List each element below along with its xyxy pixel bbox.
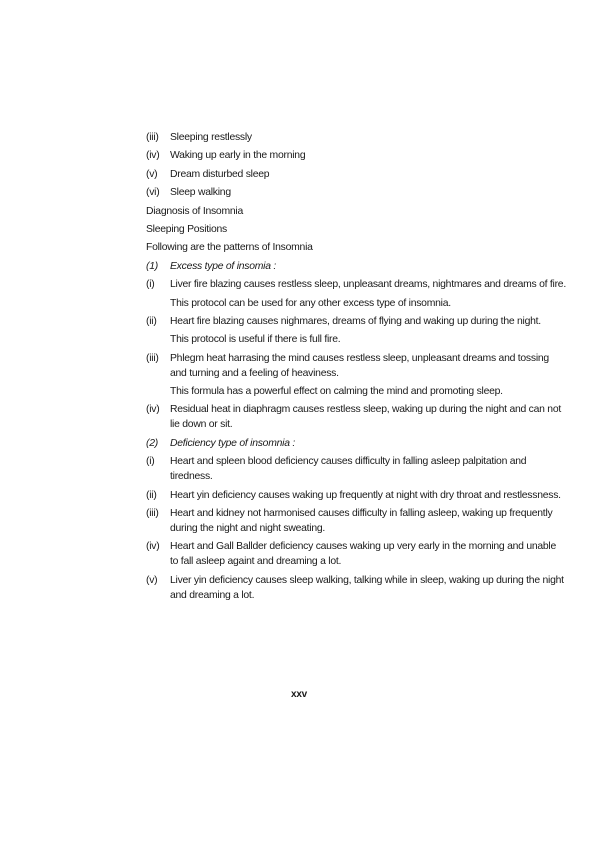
section-title: Excess type of insomia :	[170, 260, 277, 272]
section-number: (2)	[146, 437, 158, 449]
page-number: xxv	[290, 689, 308, 700]
list-item	[146, 148, 566, 163]
list-text: Waking up early in the morning	[170, 150, 306, 162]
list-number: (ii)	[146, 489, 157, 501]
list-text: Sleeping restlessly	[170, 132, 252, 143]
list-item	[146, 185, 566, 200]
list-item	[146, 167, 566, 182]
list-text: Heart and spleen blood deficiency causes difficulty in falling asleep palpitation and tiredness.	[170, 456, 527, 483]
list-text: Liver fire blazing causes restless sleep, unpleasant dreams, nightmares and dreams of fire.	[170, 279, 566, 291]
section-number: (1)	[146, 260, 158, 272]
list-number: (v)	[146, 168, 158, 180]
list-text: Residual heat in diaphragm causes restless sleep, waking up during the night and can not lie down or sit.	[170, 404, 561, 431]
page-body	[146, 130, 566, 606]
list-text: Heart and Gall Ballder deficiency causes waking up very early in the morning and unable to fall asleep againt and dreaming a lot.	[170, 541, 557, 568]
list-text: Heart yin deficiency causes waking up frequently at night with dry throat and restlessness.	[170, 489, 561, 501]
heading-diagnosis: Diagnosis of Insomnia	[146, 205, 243, 217]
list-item	[146, 539, 566, 569]
heading-patterns: Following are the patterns of Insomnia	[146, 242, 313, 254]
section-title: Deficiency type of insomnia :	[170, 437, 296, 449]
list-number: (iii)	[146, 508, 159, 520]
list-item	[146, 351, 566, 381]
list-item	[146, 314, 566, 329]
protocol-note: This protocol can be used for any other excess type of insomnia.	[170, 297, 451, 309]
list-item	[146, 130, 566, 145]
list-text: Phlegm heat harrasing the mind causes restless sleep, unpleasant dreams and tossing and turning and a feeling of heaviness.	[170, 352, 549, 379]
list-number: (ii)	[146, 315, 157, 327]
list-number: (vi)	[146, 187, 160, 199]
list-number: (i)	[146, 456, 155, 468]
list-item	[146, 454, 566, 484]
list-number: (i)	[146, 279, 155, 291]
list-text: Sleep walking	[170, 187, 231, 199]
protocol-note: This formula has a powerful effect on calming the mind and promoting sleep.	[170, 386, 503, 398]
list-text: Liver yin deficiency causes sleep walking, talking while in sleep, waking up during the night and dreaming a lot.	[170, 574, 564, 601]
list-number: (iii)	[146, 132, 159, 143]
list-item	[146, 402, 566, 432]
list-text: Heart and kidney not harmonised causes difficulty in falling asleep, waking up frequently during the night and night sweating.	[170, 508, 553, 535]
list-text: Heart fire blazing causes nighmares, dreams of flying and waking up during the night.	[170, 315, 541, 327]
list-number: (iv)	[146, 404, 160, 416]
list-number: (iii)	[146, 352, 159, 364]
section-heading-deficiency	[146, 436, 566, 451]
list-item	[146, 506, 566, 536]
list-number: (iv)	[146, 541, 160, 553]
list-item	[146, 488, 566, 503]
list-item	[146, 573, 566, 603]
list-item	[146, 277, 566, 292]
list-number: (iv)	[146, 150, 160, 162]
list-number: (v)	[146, 574, 158, 586]
protocol-note: This protocol is useful if there is full fire.	[170, 334, 341, 346]
list-text: Dream disturbed sleep	[170, 168, 270, 180]
heading-sleeping-positions: Sleeping Positions	[146, 223, 227, 235]
section-heading-excess	[146, 259, 566, 274]
